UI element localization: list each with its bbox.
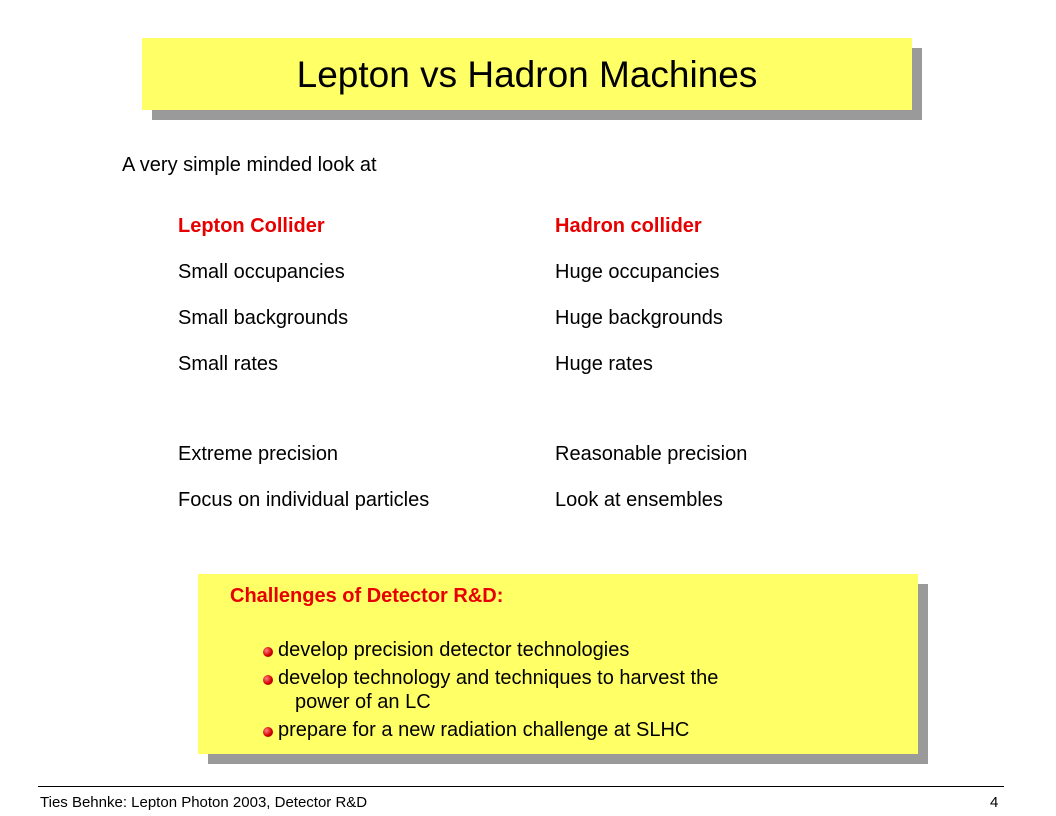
challenge-bullet [278, 638, 629, 662]
footer-divider [38, 786, 1004, 787]
hadron-item: Huge occupancies [555, 261, 720, 283]
footer-credit: Ties Behnke: Lepton Photon 2003, Detector R&D [40, 794, 368, 811]
intro-text: A very simple minded look at [122, 154, 377, 176]
challenges-box [198, 574, 918, 754]
challenges-title: Challenges of Detector R&D: [230, 585, 504, 607]
slide-title: Lepton vs Hadron Machines [296, 53, 758, 95]
challenge-bullet [278, 666, 718, 690]
hadron-item: Look at ensembles [555, 489, 723, 511]
lepton-column-header: Lepton Collider [178, 215, 325, 237]
lepton-item: Extreme precision [178, 443, 339, 465]
page-number: 4 [990, 794, 999, 811]
challenge-bullet [278, 718, 689, 742]
bullet-icon [263, 727, 273, 737]
bullet-icon [263, 675, 273, 685]
bullet-icon [263, 647, 273, 657]
title-box [142, 38, 912, 110]
hadron-column-header: Hadron collider [555, 215, 702, 237]
lepton-item: Small backgrounds [178, 307, 349, 329]
lepton-item: Focus on individual particles [178, 489, 430, 511]
hadron-item: Huge backgrounds [555, 307, 723, 329]
hadron-item: Huge rates [555, 353, 653, 375]
hadron-item: Reasonable precision [555, 443, 748, 465]
challenge-bullet-text: prepare for a new radiation challenge at SLHC [278, 719, 690, 741]
challenge-bullet-text: develop precision detector technologies [278, 639, 630, 661]
lepton-item: Small occupancies [178, 261, 345, 283]
challenge-bullet-text: develop technology and techniques to harvest the [278, 667, 719, 689]
lepton-item: Small rates [178, 353, 279, 375]
challenge-bullet-continuation: power of an LC [295, 691, 431, 713]
